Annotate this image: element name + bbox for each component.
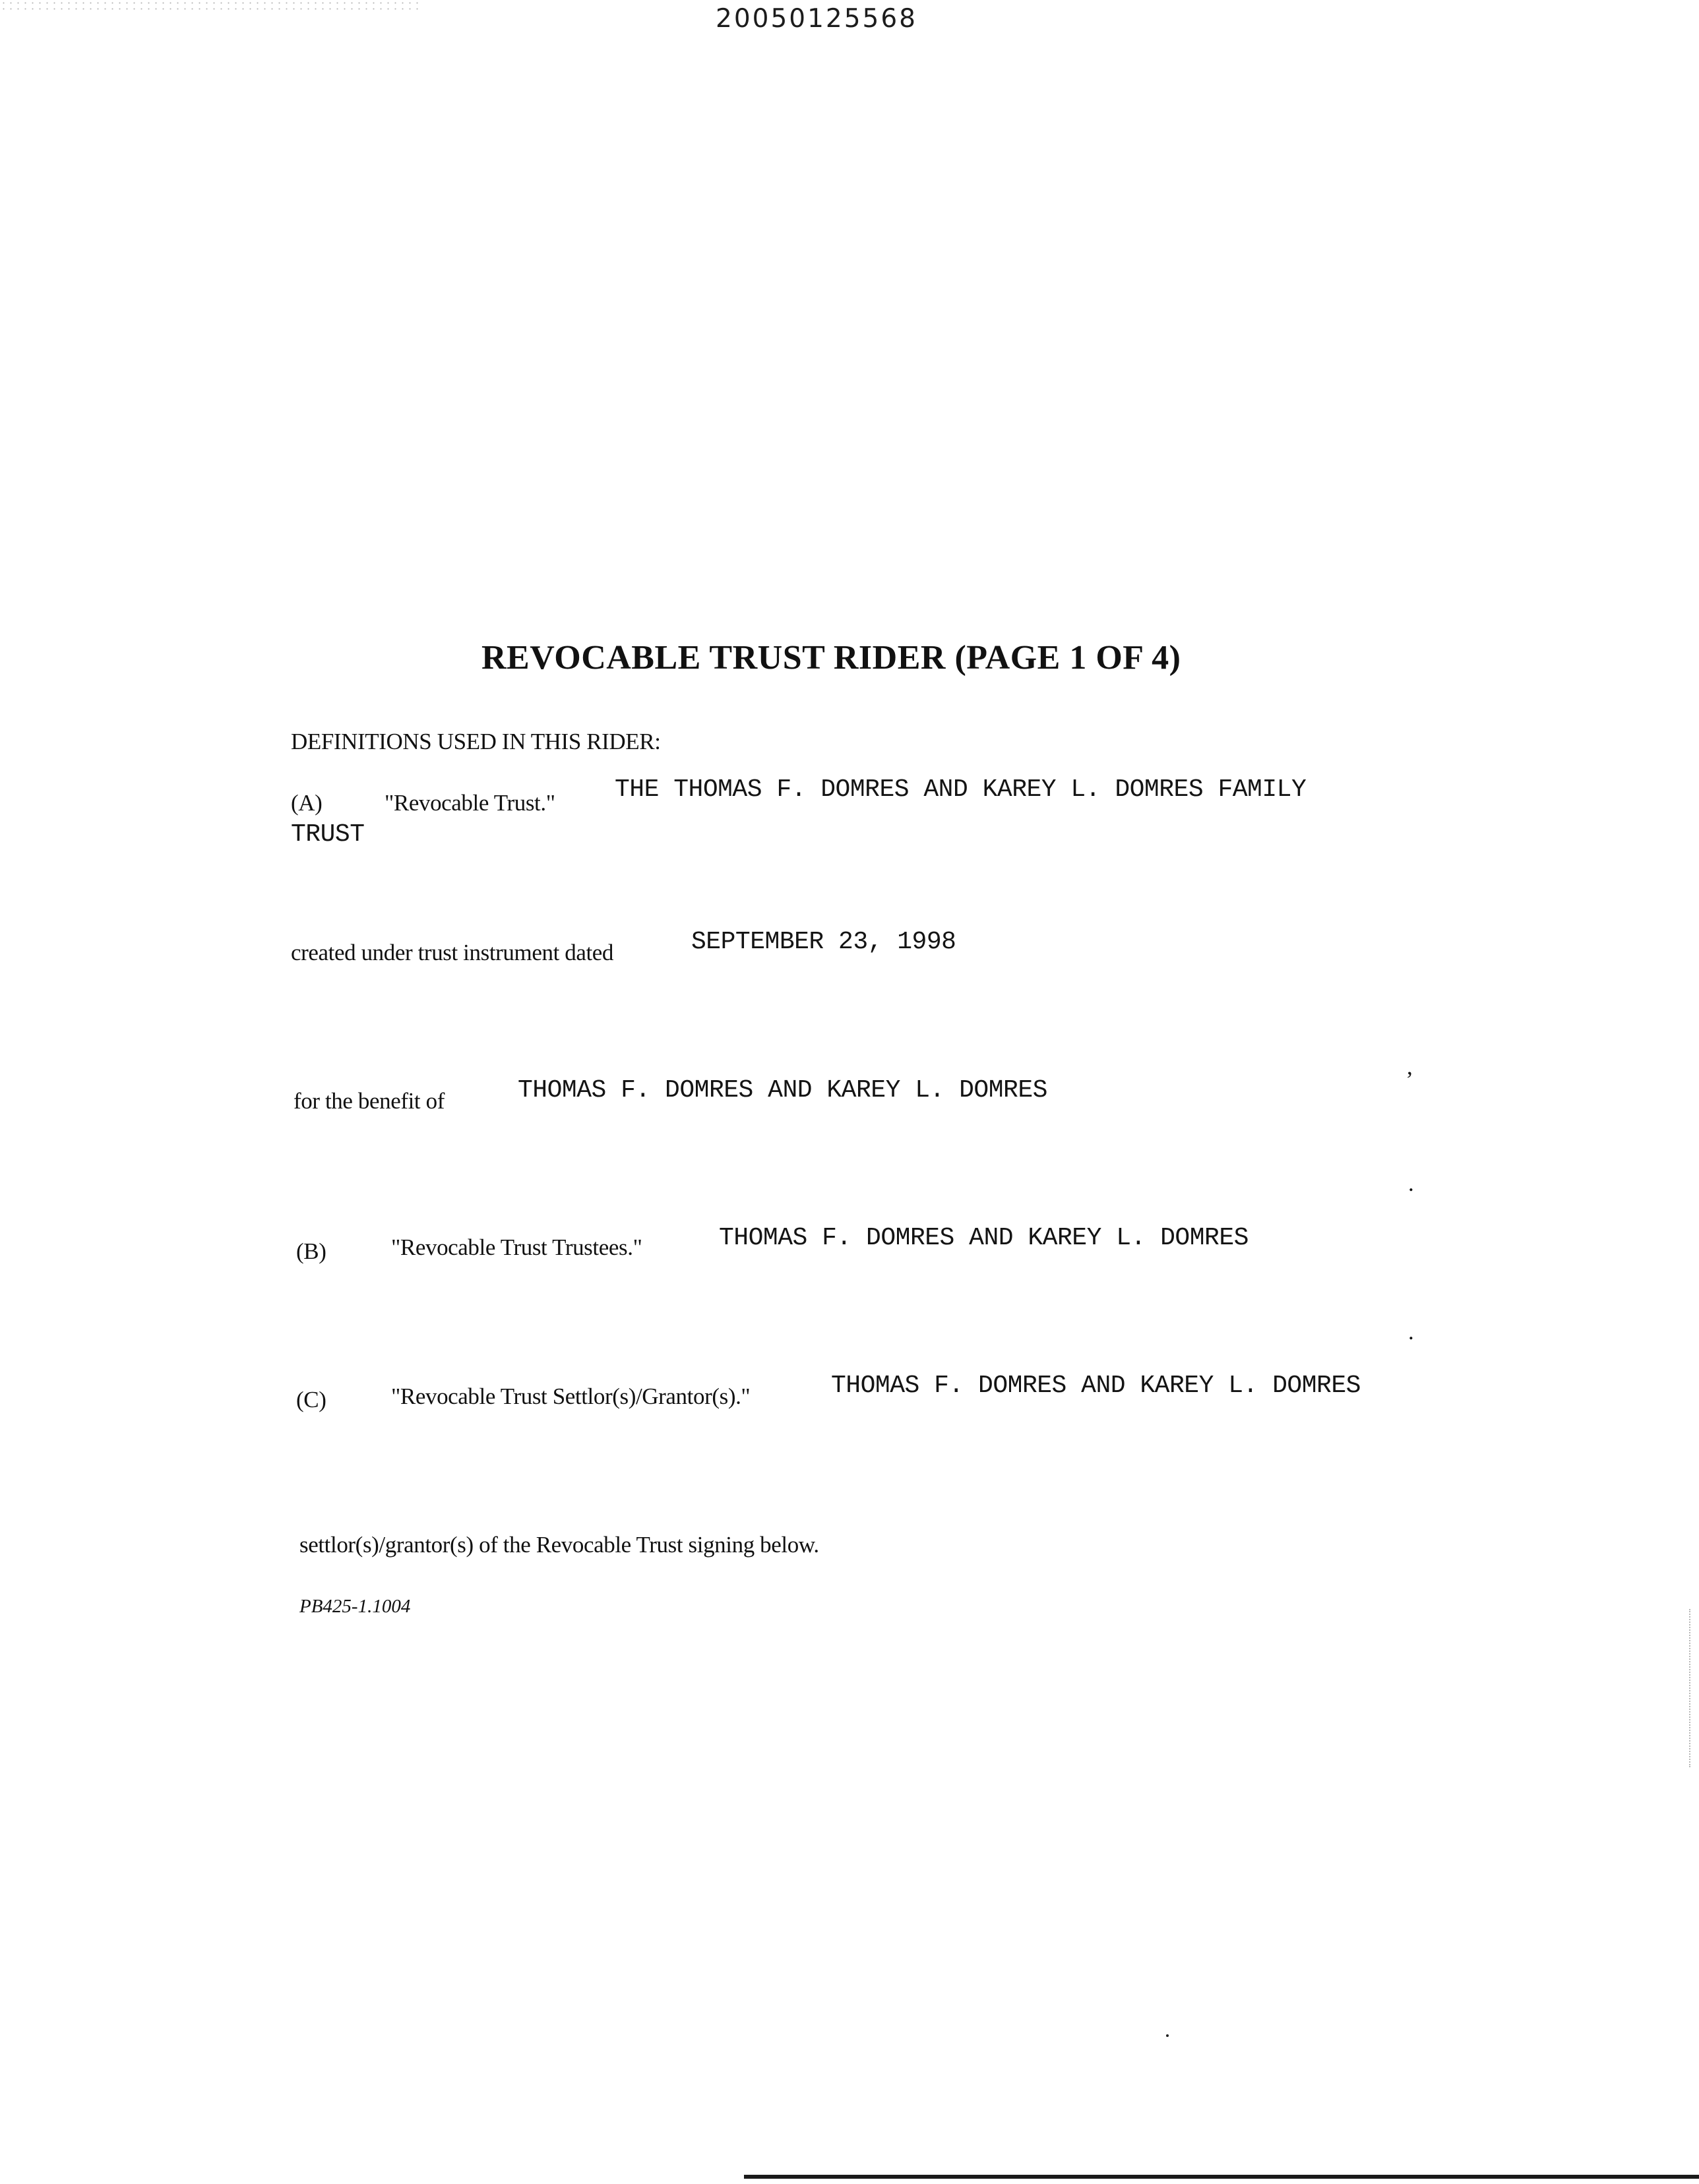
document-number: 20050125568 xyxy=(716,4,917,34)
revocable-trust-name-continued: TRUST xyxy=(291,820,365,849)
definitions-heading: DEFINITIONS USED IN THIS RIDER: xyxy=(291,729,661,754)
section-c-marker: (C) xyxy=(296,1387,326,1412)
scan-noise-top xyxy=(0,0,422,13)
section-b-label: "Revocable Trust Trustees." xyxy=(391,1234,642,1260)
page-title: REVOCABLE TRUST RIDER (PAGE 1 OF 4) xyxy=(481,639,1181,677)
section-a-label: "Revocable Trust." xyxy=(385,790,555,816)
trustees-value: THOMAS F. DOMRES AND KAREY L. DOMRES xyxy=(719,1224,1249,1252)
benefit-period: . xyxy=(1408,1170,1414,1196)
section-a-marker: (A) xyxy=(291,790,323,816)
benefit-label: for the benefit of xyxy=(293,1088,445,1114)
beneficiaries-value: THOMAS F. DOMRES AND KAREY L. DOMRES xyxy=(518,1076,1047,1105)
section-c-label: "Revocable Trust Settlor(s)/Grantor(s)." xyxy=(391,1383,751,1409)
benefit-comma: , xyxy=(1407,1054,1413,1079)
trustees-period: . xyxy=(1408,1319,1414,1345)
scan-edge-bottom xyxy=(744,2175,1699,2179)
settlor-statement: settlor(s)/grantor(s) of the Revocable Trust signing below. xyxy=(299,1532,819,1558)
form-code: PB425-1.1004 xyxy=(299,1596,411,1617)
scan-edge-right xyxy=(1689,1609,1692,1767)
scan-speck xyxy=(1166,2034,1169,2037)
section-b-marker: (B) xyxy=(296,1238,326,1264)
instrument-date-value: SEPTEMBER 23, 1998 xyxy=(691,928,956,956)
revocable-trust-name: THE THOMAS F. DOMRES AND KAREY L. DOMRES FAMILY xyxy=(615,775,1307,804)
settlors-value: THOMAS F. DOMRES AND KAREY L. DOMRES xyxy=(831,1372,1361,1400)
instrument-date-label: created under trust instrument dated xyxy=(291,940,614,965)
